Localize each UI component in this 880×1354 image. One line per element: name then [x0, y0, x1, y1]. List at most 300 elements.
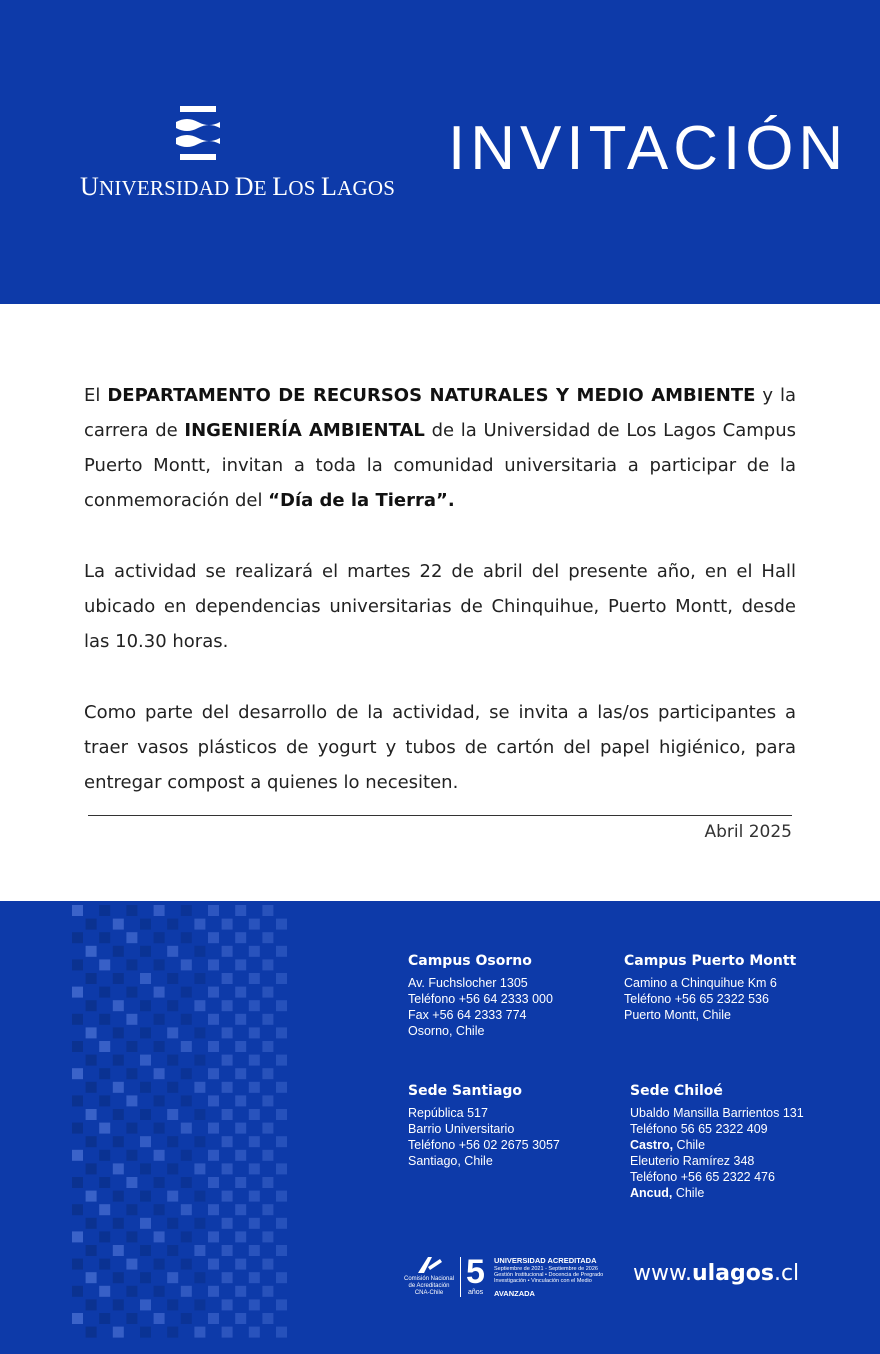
pattern-square — [99, 1259, 110, 1270]
accreditation-areas: Investigación • Vinculación con el Medio — [494, 1278, 592, 1284]
city-line: Puerto Montt, Chile — [624, 1008, 731, 1022]
pattern-square — [262, 959, 273, 970]
pattern-square — [194, 973, 205, 984]
pattern-square — [126, 932, 137, 943]
phone-line: Teléfono +56 65 2322 476 — [630, 1170, 775, 1184]
pattern-square — [235, 1068, 246, 1079]
pattern-square — [140, 1245, 151, 1256]
pattern-square — [126, 1123, 137, 1134]
pattern-square — [235, 1177, 246, 1188]
accreditation-level: AVANZADA — [494, 1289, 535, 1298]
pattern-square — [86, 1327, 97, 1338]
pattern-square — [99, 1313, 110, 1324]
pattern-square — [276, 1136, 287, 1147]
pattern-square — [99, 1150, 110, 1161]
pattern-square — [126, 1286, 137, 1297]
pattern-square — [154, 932, 165, 943]
pattern-square — [194, 946, 205, 957]
pattern-square — [140, 1218, 151, 1229]
pattern-square — [126, 1068, 137, 1079]
pattern-square — [99, 1286, 110, 1297]
pattern-square — [154, 905, 165, 916]
pattern-square — [208, 1259, 219, 1270]
accreditation-areas: Gestión Institucional • Docencia de Pregrado — [494, 1272, 604, 1278]
pattern-square — [140, 1327, 151, 1338]
pattern-square — [249, 973, 260, 984]
pattern-square — [208, 1286, 219, 1297]
phone-line: Teléfono 56 65 2322 409 — [630, 1122, 768, 1136]
pattern-square — [181, 1095, 192, 1106]
city-line: Castro, Chile — [630, 1138, 706, 1152]
pattern-square — [249, 1191, 260, 1202]
pattern-square — [140, 1163, 151, 1174]
pattern-square — [86, 1272, 97, 1283]
pattern-square — [222, 1299, 233, 1310]
pattern-square — [72, 1041, 83, 1052]
pattern-square — [154, 1231, 165, 1242]
pattern-square — [126, 1313, 137, 1324]
pattern-square — [194, 1136, 205, 1147]
pattern-square — [72, 1150, 83, 1161]
pattern-square — [276, 973, 287, 984]
pattern-square — [249, 1327, 260, 1338]
pattern-square — [235, 1231, 246, 1242]
address-line: Camino a Chinquihue Km 6 — [624, 976, 777, 990]
pattern-square — [262, 905, 273, 916]
pattern-square — [208, 1123, 219, 1134]
pattern-square — [154, 1095, 165, 1106]
pattern-square — [113, 1218, 124, 1229]
pattern-square — [154, 1123, 165, 1134]
sede-santiago — [408, 1083, 560, 1169]
pattern-square — [126, 1014, 137, 1025]
pattern-square — [167, 1299, 178, 1310]
pattern-square — [86, 1082, 97, 1093]
pattern-square — [72, 1123, 83, 1134]
pattern-square — [72, 1014, 83, 1025]
website-link[interactable]: www.ulagos.cl — [633, 1261, 800, 1286]
pattern-square — [140, 1055, 151, 1066]
pattern-square — [222, 973, 233, 984]
pattern-square — [86, 1136, 97, 1147]
pattern-square — [222, 1000, 233, 1011]
pattern-square — [99, 959, 110, 970]
accreditation-details — [494, 1266, 603, 1284]
pattern-square — [126, 1231, 137, 1242]
pattern-square — [167, 1027, 178, 1038]
pattern-square — [181, 1231, 192, 1242]
pattern-square — [249, 1082, 260, 1093]
pattern-square — [140, 919, 151, 930]
pattern-square — [113, 919, 124, 930]
pattern-square — [208, 1231, 219, 1242]
pattern-square — [208, 1150, 219, 1161]
pattern-square — [249, 1055, 260, 1066]
pattern-square — [99, 1041, 110, 1052]
city-line: Santiago, Chile — [408, 1154, 493, 1168]
campus-name: Campus Puerto Montt — [624, 953, 797, 969]
pattern-square — [249, 1272, 260, 1283]
pattern-square — [99, 1068, 110, 1079]
pattern-square — [113, 973, 124, 984]
pattern-square — [86, 1163, 97, 1174]
pattern-square — [276, 1245, 287, 1256]
pattern-square — [249, 1299, 260, 1310]
sede-chiloe — [630, 1083, 804, 1201]
pattern-square — [208, 959, 219, 970]
pattern-square — [154, 1313, 165, 1324]
cna-mark-icon — [414, 1257, 444, 1273]
pattern-square — [194, 1272, 205, 1283]
pattern-square — [113, 1136, 124, 1147]
pattern-square — [72, 959, 83, 970]
pattern-square — [72, 987, 83, 998]
pattern-square — [140, 1082, 151, 1093]
pattern-square — [222, 1136, 233, 1147]
pattern-square — [276, 1082, 287, 1093]
city-line: Osorno, Chile — [408, 1024, 485, 1038]
pattern-square — [99, 1231, 110, 1242]
pattern-square — [99, 1204, 110, 1215]
pattern-square — [154, 1204, 165, 1215]
paragraph-intro: El DEPARTAMENTO DE RECURSOS NATURALES Y MEDIO AMBIENTE y la carrera de INGENIERÍA AMBIENTAL de la Universidad de Los Lagos Campus Puerto Montt, invitan a toda la comunidad universitaria a participar de la conmemoración del “Día de la Tierra”. — [84, 385, 796, 511]
accreditation-years-label: años — [468, 1289, 484, 1296]
pattern-square — [262, 1150, 273, 1161]
pattern-square — [181, 1204, 192, 1215]
pattern-square — [222, 1109, 233, 1120]
pattern-square — [72, 932, 83, 943]
pattern-square — [276, 1327, 287, 1338]
pattern-square — [222, 1272, 233, 1283]
pattern-square — [113, 1327, 124, 1338]
header-banner — [0, 0, 880, 304]
pattern-square — [235, 1123, 246, 1134]
pattern-square — [167, 1000, 178, 1011]
pattern-square — [86, 946, 97, 957]
pattern-square — [262, 932, 273, 943]
pattern-square — [208, 905, 219, 916]
pattern-square — [222, 1055, 233, 1066]
pattern-square — [113, 1055, 124, 1066]
pattern-square — [86, 1299, 97, 1310]
pattern-square — [72, 1204, 83, 1215]
pattern-square — [113, 1082, 124, 1093]
pattern-square — [181, 1150, 192, 1161]
pattern-square — [208, 1095, 219, 1106]
pattern-square — [208, 1313, 219, 1324]
paragraph-details: La actividad se realizará el martes 22 de abril del presente año, en el Hall ubicado en dependencias universitarias de Chinquihue, Puerto Montt, desde las 10.30 horas. — [84, 561, 796, 652]
pattern-square — [113, 1000, 124, 1011]
pattern-square — [99, 1095, 110, 1106]
pattern-square — [154, 1014, 165, 1025]
campus-name: Sede Chiloé — [630, 1083, 723, 1099]
pattern-square — [249, 1109, 260, 1120]
pattern-square — [181, 1014, 192, 1025]
pattern-square — [126, 905, 137, 916]
pattern-square — [235, 1041, 246, 1052]
pattern-square — [249, 1136, 260, 1147]
pattern-square — [140, 946, 151, 957]
university-logo-text: UNIVERSIDAD DE LOS LAGOS — [80, 172, 396, 201]
pattern-square — [99, 905, 110, 916]
pattern-square — [154, 987, 165, 998]
pattern-square — [140, 1000, 151, 1011]
pattern-square — [222, 1163, 233, 1174]
pattern-square — [262, 1014, 273, 1025]
city-line: Ancud, Chile — [630, 1186, 705, 1200]
pattern-square — [276, 1055, 287, 1066]
pattern-square — [208, 987, 219, 998]
pattern-square — [99, 932, 110, 943]
pattern-square — [276, 1000, 287, 1011]
address-line: República 517 — [408, 1106, 488, 1120]
pattern-square — [249, 1000, 260, 1011]
pattern-square — [222, 1027, 233, 1038]
pattern-square — [262, 1231, 273, 1242]
pattern-square — [208, 1204, 219, 1215]
campus-osorno — [408, 953, 553, 1039]
campus-puerto-montt — [624, 953, 796, 1023]
pattern-square — [181, 1123, 192, 1134]
pattern-square — [249, 1245, 260, 1256]
pattern-square — [86, 1055, 97, 1066]
pattern-square — [167, 1327, 178, 1338]
pattern-square — [235, 959, 246, 970]
pattern-square — [86, 919, 97, 930]
pattern-square — [72, 1259, 83, 1270]
pattern-square — [181, 1041, 192, 1052]
phone-line: Teléfono +56 64 2333 000 — [408, 992, 553, 1006]
pattern-square — [140, 1136, 151, 1147]
pattern-square — [262, 1041, 273, 1052]
page-title: INVITACIÓN — [448, 114, 849, 183]
pattern-square — [262, 1286, 273, 1297]
pattern-square — [276, 1109, 287, 1120]
pattern-square — [167, 1272, 178, 1283]
pattern-square — [86, 1000, 97, 1011]
pattern-square — [167, 1218, 178, 1229]
pattern-square — [86, 1218, 97, 1229]
pattern-square — [86, 1191, 97, 1202]
pattern-square — [154, 1150, 165, 1161]
pattern-square — [72, 1231, 83, 1242]
pattern-square — [126, 1177, 137, 1188]
pattern-square — [235, 1150, 246, 1161]
phone-line: Teléfono +56 02 2675 3057 — [408, 1138, 560, 1152]
pattern-square — [235, 987, 246, 998]
logo-separator — [460, 1257, 461, 1297]
pattern-square — [154, 1259, 165, 1270]
pattern-square — [86, 1245, 97, 1256]
pattern-square — [249, 1163, 260, 1174]
pattern-square — [181, 1313, 192, 1324]
pattern-square — [194, 1327, 205, 1338]
pattern-square — [72, 1095, 83, 1106]
pattern-square — [167, 1055, 178, 1066]
pattern-square — [113, 1109, 124, 1120]
pattern-square — [276, 1027, 287, 1038]
pattern-square — [99, 1123, 110, 1134]
pattern-square — [222, 1245, 233, 1256]
university-logo-icon — [176, 106, 220, 162]
pattern-square — [262, 1259, 273, 1270]
cna-text: Comisión Nacional — [403, 1276, 455, 1282]
pattern-square — [222, 1218, 233, 1229]
pattern-square — [72, 1068, 83, 1079]
district-line: Barrio Universitario — [408, 1122, 515, 1136]
pattern-square — [154, 1286, 165, 1297]
pattern-square — [181, 905, 192, 916]
pattern-square — [249, 946, 260, 957]
pattern-square — [235, 1286, 246, 1297]
pattern-square — [194, 1109, 205, 1120]
campus-name: Campus Osorno — [408, 953, 532, 969]
footer — [0, 901, 880, 1354]
pattern-square — [99, 1177, 110, 1188]
pattern-square — [276, 1272, 287, 1283]
pattern-square — [140, 1299, 151, 1310]
address-line: Av. Fuchslocher 1305 — [408, 976, 528, 990]
pattern-square — [86, 1109, 97, 1120]
pattern-square — [167, 1136, 178, 1147]
pattern-square — [235, 1313, 246, 1324]
pattern-square — [262, 1068, 273, 1079]
accreditation-title: UNIVERSIDAD ACREDITADA — [494, 1256, 597, 1265]
pattern-square — [167, 973, 178, 984]
pattern-square — [167, 1082, 178, 1093]
decorative-square-pattern — [72, 905, 292, 1354]
pattern-square — [194, 1299, 205, 1310]
pattern-square — [72, 1313, 83, 1324]
pattern-square — [113, 1163, 124, 1174]
pattern-square — [276, 946, 287, 957]
pattern-square — [262, 1123, 273, 1134]
pattern-square — [235, 1204, 246, 1215]
pattern-square — [126, 987, 137, 998]
pattern-square — [167, 919, 178, 930]
document-date: Abril 2025 — [704, 822, 792, 842]
pattern-square — [194, 1055, 205, 1066]
pattern-square — [262, 1313, 273, 1324]
accreditation-period: Septiembre de 2021 - Septiembre de 2026 — [494, 1266, 598, 1272]
pattern-square — [222, 919, 233, 930]
pattern-square — [208, 932, 219, 943]
cna-text: CNA-Chile — [414, 1290, 444, 1296]
pattern-square — [167, 946, 178, 957]
pattern-square — [235, 932, 246, 943]
pattern-square — [194, 1027, 205, 1038]
pattern-square — [262, 1095, 273, 1106]
pattern-square — [154, 959, 165, 970]
pattern-square — [276, 1191, 287, 1202]
divider — [88, 815, 792, 816]
pattern-square — [140, 1191, 151, 1202]
pattern-square — [194, 1000, 205, 1011]
pattern-square — [113, 946, 124, 957]
pattern-square — [140, 1109, 151, 1120]
pattern-square — [167, 1163, 178, 1174]
address-line: Ubaldo Mansilla Barrientos 131 — [630, 1106, 804, 1120]
pattern-square — [194, 919, 205, 930]
pattern-square — [72, 1286, 83, 1297]
pattern-square — [99, 1014, 110, 1025]
cna-logo — [402, 1257, 456, 1297]
pattern-square — [126, 1150, 137, 1161]
pattern-square — [113, 1191, 124, 1202]
pattern-square — [113, 1272, 124, 1283]
pattern-square — [181, 987, 192, 998]
accreditation-years: 5 — [466, 1253, 485, 1291]
pattern-square — [113, 1027, 124, 1038]
pattern-square — [167, 1109, 178, 1120]
pattern-square — [194, 1191, 205, 1202]
fax-line: Fax +56 64 2333 774 — [408, 1008, 527, 1022]
pattern-square — [154, 1041, 165, 1052]
pattern-square — [86, 1027, 97, 1038]
pattern-square — [140, 973, 151, 984]
pattern-square — [262, 1177, 273, 1188]
pattern-square — [222, 1191, 233, 1202]
pattern-square — [140, 1027, 151, 1038]
pattern-square — [235, 1259, 246, 1270]
pattern-square — [249, 1218, 260, 1229]
pattern-square — [222, 946, 233, 957]
pattern-square — [222, 1082, 233, 1093]
pattern-square — [72, 905, 83, 916]
pattern-square — [235, 1095, 246, 1106]
pattern-square — [276, 1299, 287, 1310]
pattern-square — [276, 1218, 287, 1229]
pattern-square — [181, 1259, 192, 1270]
pattern-square — [222, 1327, 233, 1338]
pattern-square — [154, 1068, 165, 1079]
pattern-square — [86, 973, 97, 984]
pattern-square — [126, 1259, 137, 1270]
pattern-square — [194, 1082, 205, 1093]
pattern-square — [126, 1041, 137, 1052]
invitation-body — [84, 378, 796, 836]
pattern-square — [249, 1027, 260, 1038]
address-line: Eleuterio Ramírez 348 — [630, 1154, 755, 1168]
pattern-square — [181, 959, 192, 970]
pattern-square — [154, 1177, 165, 1188]
pattern-square — [262, 987, 273, 998]
pattern-square — [208, 1177, 219, 1188]
pattern-square — [208, 1041, 219, 1052]
pattern-square — [194, 1218, 205, 1229]
pattern-square — [194, 1245, 205, 1256]
pattern-square — [126, 1204, 137, 1215]
pattern-square — [235, 905, 246, 916]
campus-name: Sede Santiago — [408, 1083, 523, 1099]
pattern-square — [262, 1204, 273, 1215]
pattern-square — [140, 1272, 151, 1283]
paragraph-request: Como parte del desarrollo de la actividad, se invita a las/os participantes a traer vasos plásticos de yogurt y tubos de cartón del papel higiénico, para entregar compost a quienes lo necesiten. — [84, 702, 796, 793]
pattern-square — [235, 1014, 246, 1025]
pattern-square — [249, 919, 260, 930]
pattern-square — [181, 1068, 192, 1079]
pattern-square — [113, 1299, 124, 1310]
pattern-square — [126, 959, 137, 970]
pattern-square — [181, 1177, 192, 1188]
pattern-square — [167, 1191, 178, 1202]
pattern-square — [208, 1068, 219, 1079]
pattern-square — [194, 1163, 205, 1174]
pattern-square — [167, 1245, 178, 1256]
phone-line: Teléfono +56 65 2322 536 — [624, 992, 769, 1006]
pattern-square — [126, 1095, 137, 1106]
pattern-square — [276, 1163, 287, 1174]
